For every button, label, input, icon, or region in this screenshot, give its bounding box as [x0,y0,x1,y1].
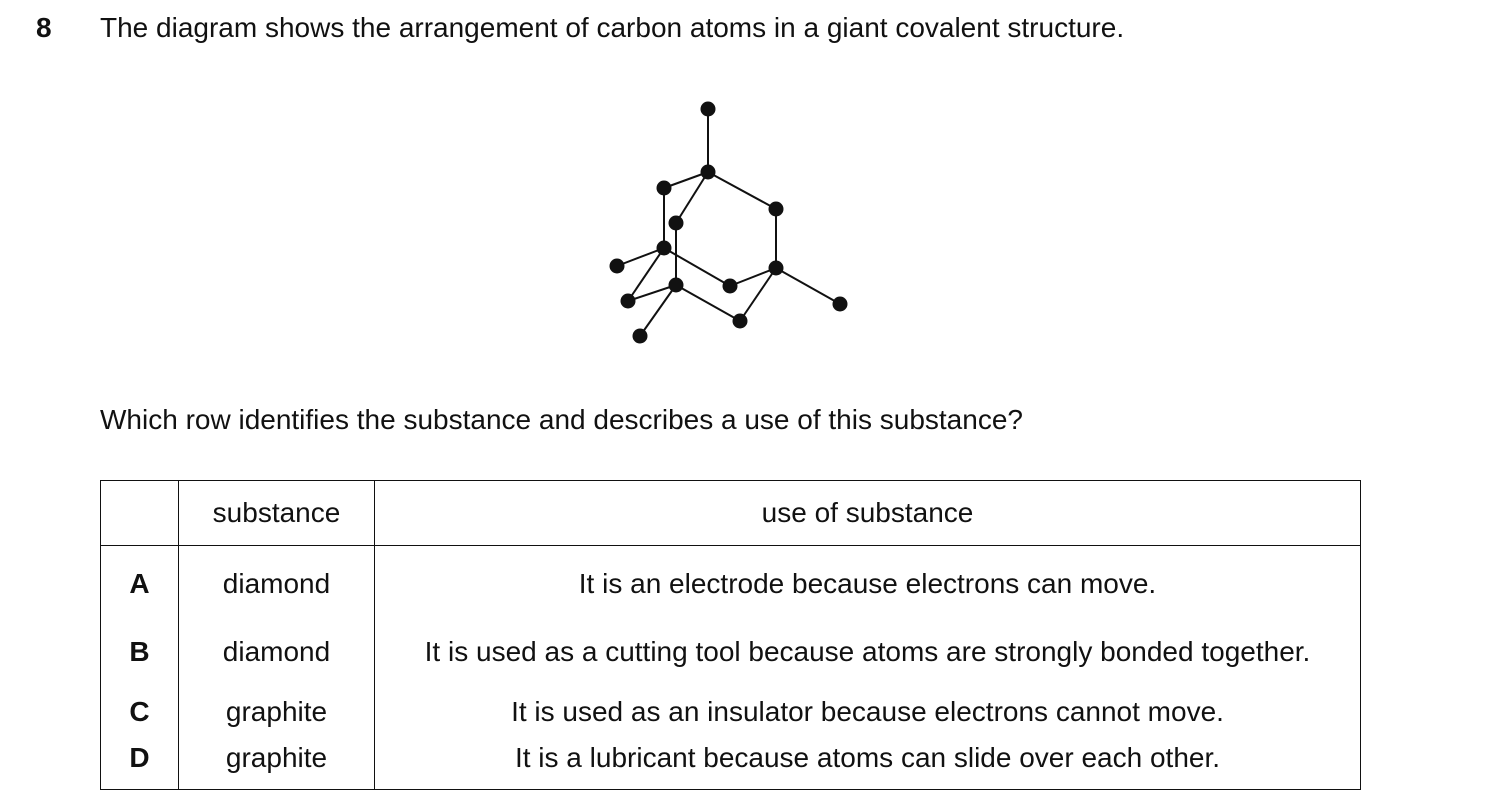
option-letter: B [101,622,179,682]
carbon-atom [701,165,716,180]
carbon-atom [701,102,716,117]
option-use: It is an electrode because electrons can move. [375,546,1361,623]
header-letter [101,481,179,546]
option-substance: diamond [179,622,375,682]
answer-options-table [100,480,1361,790]
header-use: use of substance [375,481,1361,546]
option-substance: diamond [179,546,375,623]
option-letter: A [101,546,179,623]
carbon-atom [723,279,738,294]
option-use: It is used as an insulator because electrons cannot move. [375,682,1361,742]
carbon-atom [833,297,848,312]
table-row [101,546,1361,623]
carbon-atom [657,181,672,196]
carbon-atom [610,259,625,274]
question-stem: The diagram shows the arrangement of carbon atoms in a giant covalent structure. [100,12,1125,43]
question-number: 8 [36,12,52,43]
carbon-atom [769,261,784,276]
option-substance: graphite [179,742,375,790]
carbon-atom [669,278,684,293]
carbon-atom [769,202,784,217]
table-row [101,742,1361,790]
table-row [101,682,1361,742]
option-use: It is a lubricant because atoms can slide over each other. [375,742,1361,790]
question-prompt: Which row identifies the substance and describes a use of this substance? [100,404,1023,435]
option-use: It is used as a cutting tool because atoms are strongly bonded together. [375,622,1361,682]
option-letter: D [101,742,179,790]
table-header-row [101,481,1361,546]
option-letter: C [101,682,179,742]
carbon-atom [657,241,672,256]
header-substance: substance [179,481,375,546]
carbon-atoms [610,102,848,344]
carbon-atom [733,314,748,329]
option-substance: graphite [179,682,375,742]
table-row [101,622,1361,682]
bond-lines [617,109,840,336]
carbon-atom [621,294,636,309]
carbon-atom [633,329,648,344]
carbon-atom [669,216,684,231]
